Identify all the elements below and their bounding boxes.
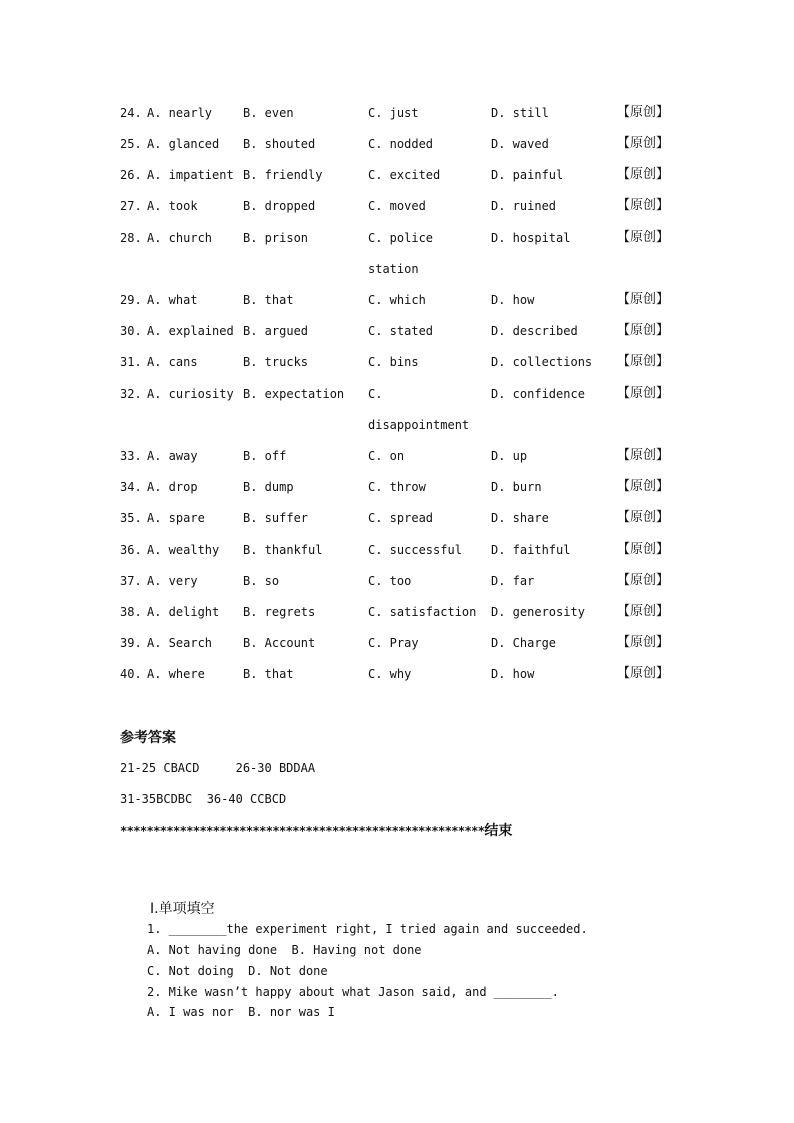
original-tag: 【原创】 [617,354,670,369]
question-row [0,446,794,466]
option-a: A. away [147,449,198,463]
original-tag: 【原创】 [617,448,670,463]
option-c: C. on [368,449,405,463]
question-row [0,290,794,310]
option-a: A. spare [147,511,205,525]
option-d: D. Charge [491,636,557,650]
answers-title: 参考答案 [120,730,176,746]
question-number: 27. [120,199,142,213]
question-row [0,165,794,185]
option-a: A. drop [147,480,198,494]
answers-line-2: 31-35BCDBC 36-40 CCBCD [120,792,287,806]
divider-end-label: 结束 [484,823,513,839]
option-c: C. which [368,293,426,307]
option-c: C. spread [368,511,434,525]
original-tag: 【原创】 [617,105,670,120]
divider-stars: ******************************************************* [120,824,485,838]
option-b: B. expectation [243,387,345,401]
option-b: B. thankful [243,543,323,557]
option-a: A. curiosity [147,387,234,401]
question-row [0,134,794,154]
option-b: B. Account [243,636,316,650]
option-b: B. suffer [243,511,309,525]
option-d: D. far [491,574,535,588]
option-a: A. church [147,231,213,245]
option-c: C. successful [368,543,462,557]
question-number: 29. [120,293,142,307]
option-d: D. collections [491,355,593,369]
exercise-line: 1. ________the experiment right, I tried again and succeeded. [147,922,588,936]
option-d: D. burn [491,480,542,494]
original-tag: 【原创】 [617,542,670,557]
original-tag: 【原创】 [617,292,670,307]
option-a: A. delight [147,605,220,619]
option-a: A. nearly [147,106,213,120]
option-a: A. impatient [147,168,234,182]
question-number: 31. [120,355,142,369]
question-row [0,571,794,591]
question-row [0,384,794,404]
option-c-continuation: station [368,262,419,276]
option-c: C. too [368,574,412,588]
question-number: 39. [120,636,142,650]
option-c: C. bins [368,355,419,369]
option-d: D. how [491,293,535,307]
original-tag: 【原创】 [617,386,670,401]
option-d: D. painful [491,168,564,182]
question-number: 36. [120,543,142,557]
question-row [0,664,794,684]
option-c: C. why [368,667,412,681]
option-a: A. what [147,293,198,307]
option-d: D. waved [491,137,549,151]
question-number: 30. [120,324,142,338]
option-a: A. cans [147,355,198,369]
question-number: 37. [120,574,142,588]
original-tag: 【原创】 [617,167,670,182]
option-b: B. that [243,293,294,307]
option-a: A. explained [147,324,234,338]
option-a: A. Search [147,636,213,650]
question-number: 40. [120,667,142,681]
exercise-line: A. Not having done B. Having not done [147,943,422,957]
question-number: 33. [120,449,142,463]
option-d: D. up [491,449,528,463]
option-d: D. described [491,324,578,338]
option-b: B. even [243,106,294,120]
option-c: C. throw [368,480,426,494]
exercise-line: 2. Mike wasn’t happy about what Jason said, and ________. [147,985,559,999]
section-title: Ⅰ.单项填空 [150,901,215,917]
question-row [0,508,794,528]
option-c: C. police [368,231,434,245]
exercise-line: C. Not doing D. Not done [147,964,328,978]
option-d: D. how [491,667,535,681]
option-d: D. generosity [491,605,585,619]
option-c: C. stated [368,324,434,338]
option-c: C. excited [368,168,441,182]
option-d: D. share [491,511,549,525]
original-tag: 【原创】 [617,573,670,588]
option-c: C. Pray [368,636,419,650]
question-number: 26. [120,168,142,182]
question-row [0,540,794,560]
question-number: 24. [120,106,142,120]
option-b: B. shouted [243,137,316,151]
option-d: D. still [491,106,549,120]
question-row [0,196,794,216]
original-tag: 【原创】 [617,230,670,245]
option-b: B. regrets [243,605,316,619]
question-row [0,352,794,372]
option-d: D. ruined [491,199,557,213]
question-number: 32. [120,387,142,401]
option-b: B. trucks [243,355,309,369]
option-a: A. glanced [147,137,220,151]
option-d: D. faithful [491,543,571,557]
original-tag: 【原创】 [617,198,670,213]
original-tag: 【原创】 [617,479,670,494]
option-a: A. took [147,199,198,213]
original-tag: 【原创】 [617,136,670,151]
question-row [0,228,794,248]
question-row [0,602,794,622]
option-c: C. moved [368,199,426,213]
option-c: C. just [368,106,419,120]
exercise-line: A. I was nor B. nor was I [147,1005,335,1019]
option-b: B. so [243,574,280,588]
original-tag: 【原创】 [617,510,670,525]
option-c: C. satisfaction [368,605,477,619]
option-c: C. nodded [368,137,434,151]
answers-line-1: 21-25 CBACD 26-30 BDDAA [120,761,316,775]
option-d: D. hospital [491,231,571,245]
option-b: B. friendly [243,168,323,182]
option-b: B. off [243,449,287,463]
option-d: D. confidence [491,387,585,401]
question-number: 28. [120,231,142,245]
option-b: B. dropped [243,199,316,213]
original-tag: 【原创】 [617,666,670,681]
original-tag: 【原创】 [617,323,670,338]
option-c: C. [368,387,383,401]
question-number: 38. [120,605,142,619]
question-row [0,633,794,653]
option-c-continuation: disappointment [368,418,470,432]
option-b: B. prison [243,231,309,245]
section-divider [120,820,512,840]
option-a: A. where [147,667,205,681]
question-row [0,321,794,341]
option-a: A. wealthy [147,543,220,557]
original-tag: 【原创】 [617,635,670,650]
option-a: A. very [147,574,198,588]
question-number: 34. [120,480,142,494]
question-row [0,103,794,123]
original-tag: 【原创】 [617,604,670,619]
option-b: B. that [243,667,294,681]
question-number: 25. [120,137,142,151]
option-b: B. dump [243,480,294,494]
question-number: 35. [120,511,142,525]
question-row [0,477,794,497]
option-b: B. argued [243,324,309,338]
